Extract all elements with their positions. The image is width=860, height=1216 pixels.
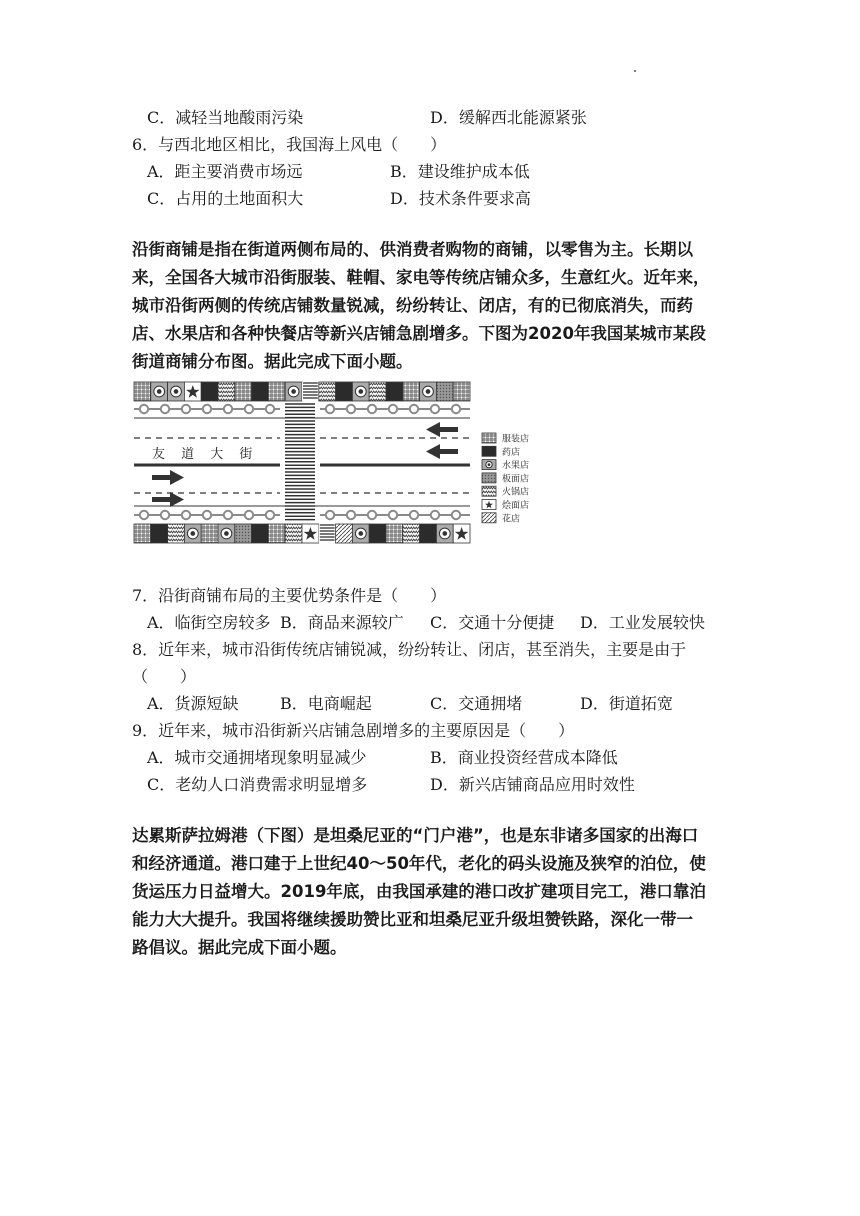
tree-icon bbox=[326, 511, 334, 519]
arrow-left-icon bbox=[426, 422, 458, 437]
q8-stem: 8．近年来，城市沿街传统店铺锐减，纷纷转让、闭店，甚至消失，主要是由于 bbox=[132, 640, 687, 659]
tree-icon bbox=[368, 405, 376, 413]
tree-icon bbox=[326, 405, 334, 413]
shop-clothing bbox=[453, 382, 470, 401]
shop-clothing bbox=[386, 524, 403, 543]
tree-icon bbox=[161, 511, 169, 519]
tree-icon bbox=[140, 405, 148, 413]
q9-option-b: B．商业投资经营成本降低 bbox=[430, 748, 618, 767]
q8-option-a: A．货源短缺 bbox=[147, 694, 239, 713]
passage-dar-es-salaam-port bbox=[132, 822, 732, 962]
street-shop-map bbox=[130, 378, 540, 548]
q8-stem-continuation: （ ） bbox=[132, 667, 197, 686]
shop-clothing bbox=[134, 382, 151, 401]
tree-icon bbox=[410, 511, 418, 519]
shop-pharmacy bbox=[151, 524, 168, 543]
shop-clothing bbox=[201, 524, 218, 543]
passage-street-shops bbox=[132, 236, 732, 376]
shop-noodle bbox=[235, 524, 252, 543]
shop-hotpot bbox=[168, 524, 185, 543]
shop-fruit bbox=[168, 382, 185, 401]
arrow-left-icon bbox=[426, 444, 458, 459]
shop-fruit bbox=[420, 382, 437, 401]
shop-pharmacy bbox=[386, 382, 403, 401]
shop-crosswalk bbox=[319, 524, 336, 543]
shop-clothing bbox=[134, 524, 151, 543]
q8-option-b: B．电商崛起 bbox=[280, 694, 372, 713]
tree-icon bbox=[140, 511, 148, 519]
arrow-right-icon bbox=[152, 470, 184, 485]
q7-stem: 7．沿街商铺布局的主要优势条件是（ ） bbox=[132, 586, 447, 605]
shop-hotpot bbox=[369, 382, 386, 401]
q8-option-d: D．街道拓宽 bbox=[580, 694, 673, 713]
top-shop-row bbox=[134, 382, 470, 401]
passage-line: 达累斯萨拉姆港（下图）是坦桑尼亚的“门户港”，也是东非诸多国家的出海口 bbox=[132, 826, 699, 845]
legend-label-clothing: 服装店 bbox=[502, 434, 530, 445]
legend-label-flower: 花店 bbox=[502, 514, 521, 525]
map-legend bbox=[482, 433, 529, 525]
tree-icon bbox=[224, 511, 232, 519]
q9-stem: 9．近年来，城市沿街新兴店铺急剧增多的主要原因是（ ） bbox=[132, 721, 575, 740]
shop-fruit bbox=[482, 460, 496, 470]
shop-crosswalk bbox=[302, 382, 319, 401]
passage-line: 路倡议。据此完成下面小题。 bbox=[132, 938, 347, 957]
legend-label-pharmacy: 药店 bbox=[502, 447, 521, 458]
legend-label-fruit: 水果店 bbox=[502, 461, 530, 472]
tree-icon bbox=[389, 405, 397, 413]
passage-line: 来，全国各大城市沿街服装、鞋帽、家电等传统店铺众多，生意红火。近年来， bbox=[132, 268, 710, 287]
q6-stem: 6．与西北地区相比，我国海上风电（ ） bbox=[132, 135, 447, 154]
q7-option-d: D．工业发展较快 bbox=[580, 613, 705, 632]
shop-fruit bbox=[436, 524, 453, 543]
street-name-label: 友 道 大 街 bbox=[152, 447, 259, 462]
shop-hotpot bbox=[285, 524, 302, 543]
tree-icon bbox=[224, 405, 232, 413]
shop-fruit bbox=[218, 524, 235, 543]
shop-hotpot bbox=[218, 382, 235, 401]
q5-option-d: D．缓解西北能源紧张 bbox=[430, 108, 587, 127]
shop-hotpot bbox=[482, 486, 496, 496]
shop-hotpot bbox=[403, 524, 420, 543]
shop-flower bbox=[336, 524, 353, 543]
tree-icon bbox=[410, 405, 418, 413]
tree-icon bbox=[245, 405, 253, 413]
bottom-shop-row bbox=[134, 524, 470, 543]
q6-option-a: A．距主要消费市场远 bbox=[147, 162, 303, 181]
legend-label-noodle: 板面店 bbox=[502, 474, 530, 485]
shop-clothing bbox=[268, 524, 285, 543]
q6-option-b: B．建设维护成本低 bbox=[390, 162, 530, 181]
shop-flower bbox=[482, 513, 496, 523]
passage-line: 店、水果店和各种快餐店等新兴店铺急剧增多。下图为2020年我国某城市某段 bbox=[132, 324, 706, 343]
q6-option-c: C．占用的土地面积大 bbox=[147, 189, 304, 208]
tree-icon bbox=[431, 405, 439, 413]
passage-line: 街道商铺分布图。据此完成下面小题。 bbox=[132, 352, 413, 371]
shop-pharmacy bbox=[252, 524, 269, 543]
shop-clothing bbox=[482, 433, 496, 443]
passage-line: 货运压力日益增大。2019年底，由我国承建的港口改扩建项目完工，港口靠泊 bbox=[132, 882, 706, 901]
tree-icon bbox=[452, 511, 460, 519]
passage-line: 城市沿街两侧的传统店铺数量锐减，纷纷转让、闭店，有的已彻底消失，而药 bbox=[132, 296, 693, 315]
tree-icon bbox=[368, 511, 376, 519]
crosswalk bbox=[285, 404, 315, 520]
shop-stew bbox=[184, 382, 201, 401]
shop-stew bbox=[482, 500, 496, 510]
legend-label-hotpot: 火锅店 bbox=[502, 487, 530, 498]
arrow-right-icon bbox=[152, 492, 184, 507]
q7-option-b: B．商品来源较广 bbox=[280, 613, 404, 632]
passage-line: 和经济通道。港口建于上世纪40～50年代，老化的码头设施及狭窄的泊位，使 bbox=[132, 854, 706, 873]
passage-line: 能力大大提升。我国将继续援助赞比亚和坦桑尼亚升级坦赞铁路，深化一带一 bbox=[132, 910, 693, 929]
shop-pharmacy bbox=[420, 524, 437, 543]
q8-option-c: C．交通拥堵 bbox=[430, 694, 523, 713]
tree-icon bbox=[203, 511, 211, 519]
q9-option-c: C．老幼人口消费需求明显增多 bbox=[147, 775, 368, 794]
shop-fruit bbox=[352, 524, 369, 543]
tree-icon bbox=[182, 511, 190, 519]
shop-noodle bbox=[436, 382, 453, 401]
shop-fruit bbox=[151, 382, 168, 401]
shop-stew bbox=[302, 524, 319, 543]
q7-option-c: C．交通十分便捷 bbox=[430, 613, 555, 632]
page-mark bbox=[634, 70, 636, 72]
tree-icon bbox=[389, 511, 397, 519]
shop-clothing bbox=[268, 382, 285, 401]
tree-icon bbox=[203, 405, 211, 413]
q9-option-d: D．新兴店铺商品应用时效性 bbox=[430, 775, 635, 794]
q6-option-d: D．技术条件要求高 bbox=[390, 189, 531, 208]
shop-hotpot bbox=[319, 382, 336, 401]
tree-icon bbox=[431, 511, 439, 519]
tree-icon bbox=[182, 405, 190, 413]
shop-pharmacy bbox=[369, 524, 386, 543]
shop-fruit bbox=[184, 524, 201, 543]
shop-pharmacy bbox=[336, 382, 353, 401]
legend-label-stew: 烩面店 bbox=[502, 501, 530, 511]
tree-icon bbox=[161, 405, 169, 413]
road bbox=[134, 404, 470, 520]
tree-icon bbox=[245, 511, 253, 519]
shop-clothing bbox=[403, 382, 420, 401]
tree-icon bbox=[452, 405, 460, 413]
tree-icon bbox=[347, 511, 355, 519]
q9-option-a: A．城市交通拥堵现象明显减少 bbox=[147, 748, 367, 767]
shop-pharmacy bbox=[482, 446, 496, 456]
shop-fruit bbox=[352, 382, 369, 401]
tree-icon bbox=[266, 405, 274, 413]
shop-pharmacy bbox=[201, 382, 218, 401]
q5-option-c: C．减轻当地酸雨污染 bbox=[147, 108, 304, 127]
shop-clothing bbox=[235, 382, 252, 401]
tree-icon bbox=[266, 511, 274, 519]
shop-pharmacy bbox=[252, 382, 269, 401]
passage-line: 沿街商铺是指在街道两侧布局的、供消费者购物的商铺，以零售为主。长期以 bbox=[132, 240, 693, 259]
shop-fruit bbox=[285, 382, 302, 401]
shop-stew bbox=[453, 524, 470, 543]
shop-noodle bbox=[482, 473, 496, 483]
q7-option-a: A．临街空房较多 bbox=[147, 613, 271, 632]
tree-icon bbox=[347, 405, 355, 413]
